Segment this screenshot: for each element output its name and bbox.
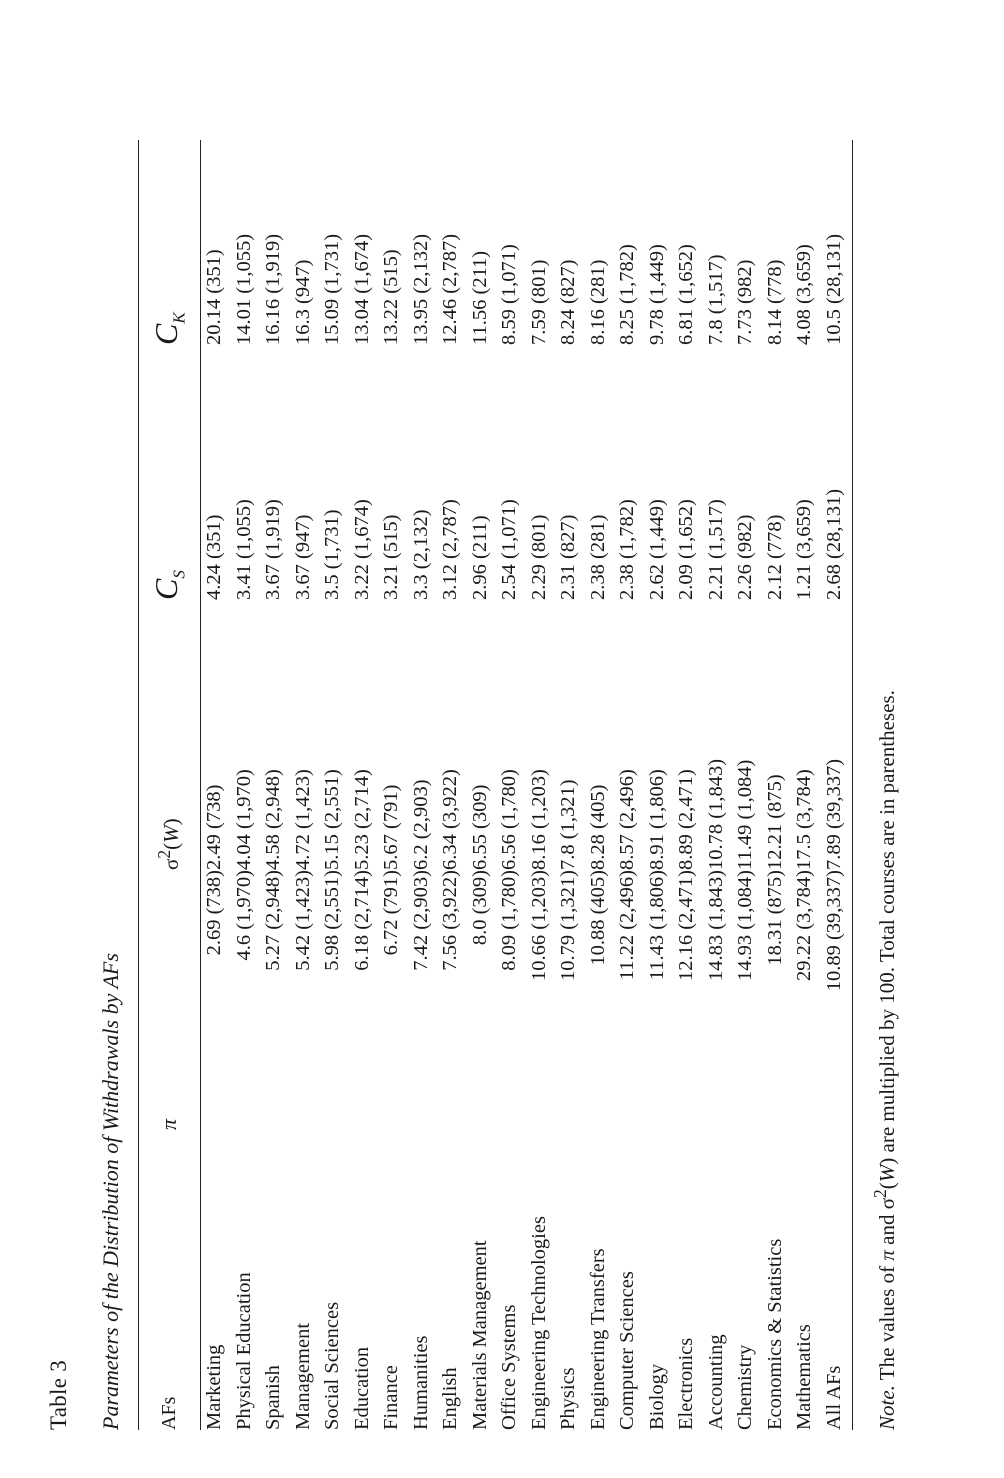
cell-ck: 9.78 (1,449) bbox=[645, 244, 668, 345]
cell-pi: 6.72 (791) bbox=[380, 870, 402, 956]
cell-sigma2w: 12.21 (875) bbox=[763, 774, 786, 870]
header-pi: π bbox=[156, 1118, 181, 1130]
table-number: Table 3 bbox=[46, 1359, 71, 1430]
cell-cs: 2.31 (827) bbox=[557, 514, 579, 600]
cell-af: Engineering Transfers bbox=[586, 1248, 609, 1430]
cell-pi: 14.83 (1,843) bbox=[704, 870, 727, 982]
cell-cs: 2.38 (1,782) bbox=[616, 499, 638, 600]
header-cs: $C_S$ bbox=[148, 570, 189, 600]
table-row bbox=[672, 140, 702, 1430]
cell-pi: 11.22 (2,496) bbox=[616, 870, 638, 981]
cell-af: Mathematics bbox=[793, 1324, 815, 1430]
cell-cs: 2.68 (28,131) bbox=[822, 488, 845, 600]
table-row bbox=[495, 140, 525, 1430]
table-row bbox=[613, 140, 643, 1430]
cell-sigma2w: 2.49 (738) bbox=[203, 784, 225, 870]
cell-sigma2w: 8.28 (405) bbox=[586, 784, 609, 870]
cell-pi: 11.43 (1,806) bbox=[645, 870, 668, 981]
cell-af: All AFs bbox=[822, 1365, 845, 1430]
table-row bbox=[289, 140, 319, 1430]
cell-sigma2w: 5.23 (2,714) bbox=[350, 769, 373, 870]
cell-af: Physical Education bbox=[232, 1272, 255, 1430]
header-row bbox=[138, 140, 200, 1430]
table-caption: Parameters of the Distribution of Withdrawals by AFs bbox=[98, 953, 123, 1430]
cell-sigma2w: 5.15 (2,551) bbox=[321, 769, 343, 870]
cell-af: Chemistry bbox=[734, 1344, 756, 1430]
cell-pi: 10.88 (405) bbox=[586, 870, 609, 966]
withdrawals-table bbox=[138, 140, 849, 1430]
cell-ck: 8.59 (1,071) bbox=[498, 244, 520, 345]
table-row bbox=[554, 140, 584, 1430]
cell-af: Marketing bbox=[203, 1344, 225, 1430]
cell-ck: 13.95 (2,132) bbox=[409, 233, 432, 345]
cell-ck: 10.5 (28,131) bbox=[822, 233, 845, 345]
cell-sigma2w: 11.49 (1,084) bbox=[734, 759, 756, 870]
cell-ck: 8.25 (1,782) bbox=[616, 244, 638, 345]
cell-cs: 2.12 (778) bbox=[763, 514, 786, 600]
cell-af: Engineering Technologies bbox=[527, 1216, 550, 1430]
cell-af: Management bbox=[291, 1322, 314, 1430]
cell-af: Humanities bbox=[409, 1335, 432, 1430]
cell-ck: 14.01 (1,055) bbox=[232, 233, 255, 345]
table-row bbox=[436, 140, 466, 1430]
cell-sigma2w: 8.16 (1,203) bbox=[527, 769, 550, 870]
cell-cs: 3.3 (2,132) bbox=[409, 509, 432, 600]
bottom-rule bbox=[852, 140, 853, 1430]
cell-ck: 7.73 (982) bbox=[734, 259, 756, 345]
cell-cs: 3.67 (1,919) bbox=[262, 499, 284, 600]
table-row bbox=[790, 140, 820, 1430]
table-row bbox=[820, 140, 850, 1430]
cell-cs: 2.09 (1,652) bbox=[675, 499, 697, 600]
cell-sigma2w: 7.8 (1,321) bbox=[557, 779, 579, 870]
cell-pi: 5.42 (1,423) bbox=[291, 870, 314, 971]
cell-af: English bbox=[439, 1367, 461, 1430]
table-row bbox=[407, 140, 437, 1430]
table-row bbox=[761, 140, 791, 1430]
cell-cs: 2.38 (281) bbox=[586, 514, 609, 600]
cell-af: Finance bbox=[380, 1365, 402, 1430]
cell-pi: 10.79 (1,321) bbox=[557, 870, 579, 982]
cell-sigma2w: 7.89 (39,337) bbox=[822, 758, 845, 870]
cell-pi: 12.16 (2,471) bbox=[675, 870, 697, 982]
cell-ck: 11.56 (211) bbox=[468, 250, 491, 345]
table-row bbox=[466, 140, 496, 1430]
cell-ck: 8.16 (281) bbox=[586, 259, 609, 345]
cell-cs: 4.24 (351) bbox=[203, 514, 225, 600]
cell-af: Spanish bbox=[262, 1365, 284, 1430]
cell-cs: 2.96 (211) bbox=[468, 515, 491, 600]
cell-cs: 2.29 (801) bbox=[527, 514, 550, 600]
cell-cs: 3.5 (1,731) bbox=[321, 509, 343, 600]
cell-sigma2w: 8.57 (2,496) bbox=[616, 769, 638, 870]
cell-ck: 16.3 (947) bbox=[291, 259, 314, 345]
table-row bbox=[702, 140, 732, 1430]
cell-sigma2w: 4.04 (1,970) bbox=[232, 769, 255, 870]
cell-pi: 8.0 (309) bbox=[468, 870, 491, 946]
cell-sigma2w: 10.78 (1,843) bbox=[704, 758, 727, 870]
cell-ck: 4.08 (3,659) bbox=[793, 244, 815, 345]
table-row bbox=[230, 140, 260, 1430]
cell-af: Computer Sciences bbox=[616, 1271, 638, 1430]
cell-ck: 12.46 (2,787) bbox=[439, 233, 461, 345]
cell-sigma2w: 6.2 (2,903) bbox=[409, 779, 432, 870]
cell-pi: 5.98 (2,551) bbox=[321, 870, 343, 971]
cell-pi: 7.42 (2,903) bbox=[409, 870, 432, 971]
cell-sigma2w: 5.67 (791) bbox=[380, 784, 402, 870]
cell-af: Electronics bbox=[675, 1337, 697, 1430]
header-ck: $C_K$ bbox=[148, 312, 189, 345]
cell-cs: 3.12 (2,787) bbox=[439, 499, 461, 600]
cell-af: Biology bbox=[645, 1363, 668, 1430]
cell-sigma2w: 6.34 (3,922) bbox=[439, 769, 461, 870]
cell-cs: 2.62 (1,449) bbox=[645, 499, 668, 600]
cell-cs: 3.21 (515) bbox=[380, 514, 402, 600]
cell-ck: 13.04 (1,674) bbox=[350, 233, 373, 345]
cell-ck: 7.59 (801) bbox=[527, 259, 550, 345]
cell-pi: 7.56 (3,922) bbox=[439, 870, 461, 971]
table-row bbox=[525, 140, 555, 1430]
cell-ck: 7.8 (1,517) bbox=[704, 254, 727, 345]
cell-pi: 10.66 (1,203) bbox=[527, 870, 550, 982]
cell-sigma2w: 17.5 (3,784) bbox=[793, 769, 815, 870]
cell-ck: 13.22 (515) bbox=[380, 249, 402, 345]
cell-sigma2w: 8.91 (1,806) bbox=[645, 769, 668, 870]
cell-pi: 4.6 (1,970) bbox=[232, 870, 255, 961]
cell-cs: 2.54 (1,071) bbox=[498, 499, 520, 600]
cell-af: Physics bbox=[557, 1367, 579, 1430]
cell-sigma2w: 4.58 (2,948) bbox=[262, 769, 284, 870]
table-row bbox=[348, 140, 378, 1430]
cell-cs: 2.26 (982) bbox=[734, 514, 756, 600]
cell-pi: 29.22 (3,784) bbox=[793, 870, 815, 982]
cell-pi: 5.27 (2,948) bbox=[262, 870, 284, 971]
cell-ck: 15.09 (1,731) bbox=[321, 233, 343, 345]
cell-af: Economics & Statistics bbox=[763, 1238, 786, 1430]
cell-ck: 6.81 (1,652) bbox=[675, 244, 697, 345]
cell-ck: 16.16 (1,919) bbox=[262, 233, 284, 345]
cell-pi: 14.93 (1,084) bbox=[734, 870, 756, 982]
cell-sigma2w: 6.55 (309) bbox=[468, 784, 491, 870]
header-afs: AFs bbox=[157, 1396, 180, 1430]
header-sigma2w: $\sigma^2(W)$ bbox=[154, 818, 183, 870]
cell-sigma2w: 4.72 (1,423) bbox=[291, 769, 314, 870]
cell-af: Accounting bbox=[704, 1334, 727, 1430]
table-row bbox=[584, 140, 614, 1430]
table-row bbox=[377, 140, 407, 1430]
table-row bbox=[200, 140, 230, 1430]
table-note: Note. The values of π and $\sigma^2(W)$ are multiplied by 100. Total courses are in parentheses. bbox=[870, 690, 899, 1430]
cell-af: Office Systems bbox=[498, 1304, 520, 1430]
cell-sigma2w: 8.89 (2,471) bbox=[675, 769, 697, 870]
table-row bbox=[643, 140, 673, 1430]
cell-af: Materials Management bbox=[468, 1240, 491, 1430]
cell-cs: 3.67 (947) bbox=[291, 514, 314, 600]
cell-ck: 8.14 (778) bbox=[763, 259, 786, 345]
cell-pi: 10.89 (39,337) bbox=[822, 870, 845, 992]
table-row bbox=[731, 140, 761, 1430]
cell-cs: 2.21 (1,517) bbox=[704, 499, 727, 600]
cell-pi: 2.69 (738) bbox=[203, 870, 225, 956]
cell-pi: 6.18 (2,714) bbox=[350, 870, 373, 971]
table-row bbox=[259, 140, 289, 1430]
cell-pi: 18.31 (875) bbox=[763, 870, 786, 966]
rotated-page bbox=[40, 140, 899, 1430]
cell-cs: 3.22 (1,674) bbox=[350, 499, 373, 600]
cell-ck: 20.14 (351) bbox=[203, 249, 225, 345]
cell-cs: 1.21 (3,659) bbox=[793, 499, 815, 600]
cell-ck: 8.24 (827) bbox=[557, 259, 579, 345]
cell-af: Social Sciences bbox=[321, 1301, 343, 1430]
cell-cs: 3.41 (1,055) bbox=[232, 499, 255, 600]
table-row bbox=[318, 140, 348, 1430]
cell-sigma2w: 6.56 (1,780) bbox=[498, 769, 520, 870]
cell-pi: 8.09 (1,780) bbox=[498, 870, 520, 971]
cell-af: Education bbox=[350, 1346, 373, 1430]
